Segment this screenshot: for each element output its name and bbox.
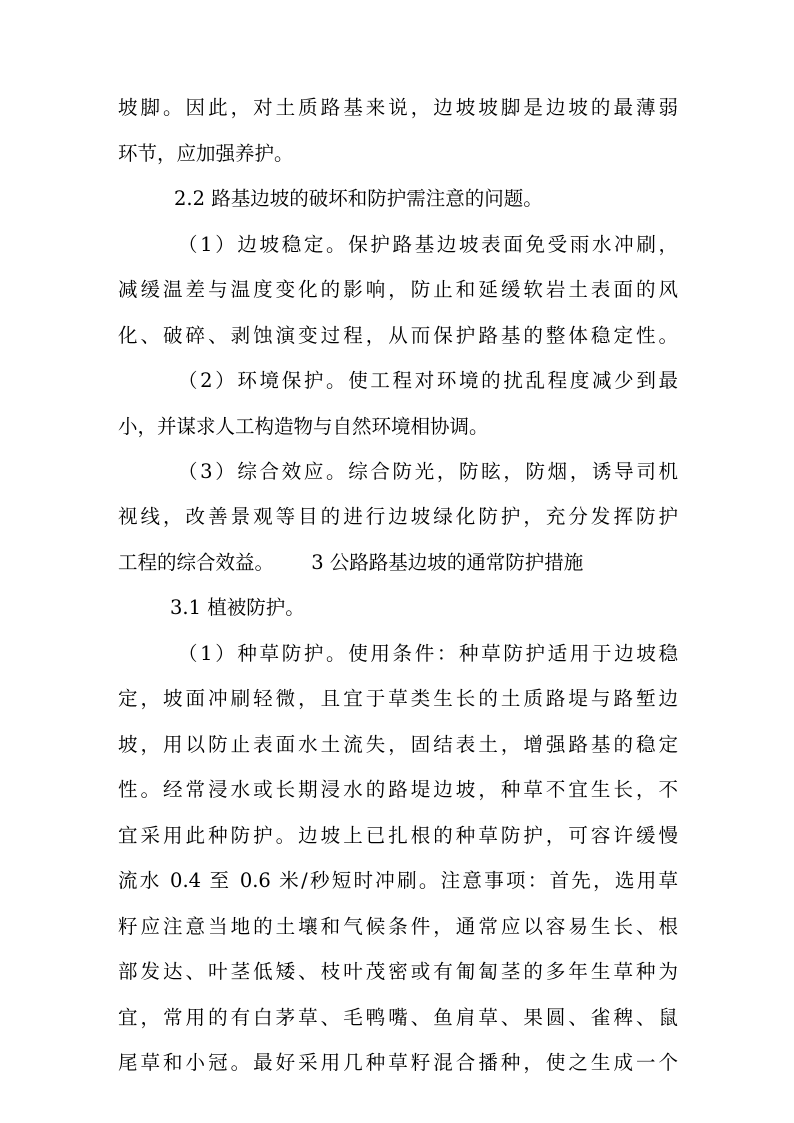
text-line-14: 定，坡面冲刷轻微，且宜于草类生长的土质路堤与路堑边 — [118, 687, 678, 710]
text-line-9: （3）综合效应。综合防光，防眩，防烟，诱导司机 — [178, 460, 678, 483]
text-line-16: 性。经常浸水或长期浸水的路堤边坡，种草不宜生长，不 — [118, 778, 678, 801]
section-heading-2-2: 2.2 路基边坡的破坏和防护需注意的问题。 — [174, 187, 543, 210]
text-line-20: 部发达、叶茎低矮、枝叶茂密或有匍匐茎的多年生草种为 — [118, 960, 678, 983]
text-line-2: 环节，应加强养护。 — [118, 142, 294, 165]
text-line-13: （1）种草防护。使用条件：种草防护适用于边坡稳 — [178, 642, 678, 665]
text-line-8: 小，并谋求人工构造物与自然环境相协调。 — [118, 415, 489, 438]
text-line-1: 坡脚。因此，对土质路基来说，边坡坡脚是边坡的最薄弱 — [118, 96, 678, 119]
text-line-18: 流水 0.4 至 0.6 米/秒短时冲刷。注意事项：首先，选用草 — [118, 869, 678, 892]
text-line-4: （1）边坡稳定。保护路基边坡表面免受雨水冲刷， — [178, 233, 678, 256]
text-line-6: 化、破碎、剥蚀演变过程，从而保护路基的整体稳定性。 — [118, 324, 678, 347]
section-heading-3-1: 3.1 植被防护。 — [170, 596, 305, 619]
text-line-5: 减缓温差与温度变化的影响，防止和延缓软岩土表面的风 — [118, 278, 678, 301]
text-line-10: 视线，改善景观等目的进行边坡绿化防护，充分发挥防护 — [118, 505, 678, 528]
text-line-17: 宜采用此种防护。边坡上已扎根的种草防护，可容许缓慢 — [118, 824, 678, 847]
text-line-11-with-heading-3: 工程的综合效益。 3 公路路基边坡的通常防护措施 — [118, 551, 584, 574]
text-line-22: 尾草和小冠。最好采用几种草籽混合播种，使之生成一个 — [118, 1051, 678, 1074]
text-line-15: 坡，用以防止表面水土流失，固结表土，增强路基的稳定 — [118, 733, 678, 756]
text-line-21: 宜，常用的有白茅草、毛鸭嘴、鱼肩草、果圆、雀稗、鼠 — [118, 1006, 678, 1029]
text-line-19: 籽应注意当地的土壤和气候条件，通常应以容易生长、根 — [118, 915, 678, 938]
text-line-7: （2）环境保护。使工程对环境的扰乱程度减少到最 — [178, 369, 678, 392]
